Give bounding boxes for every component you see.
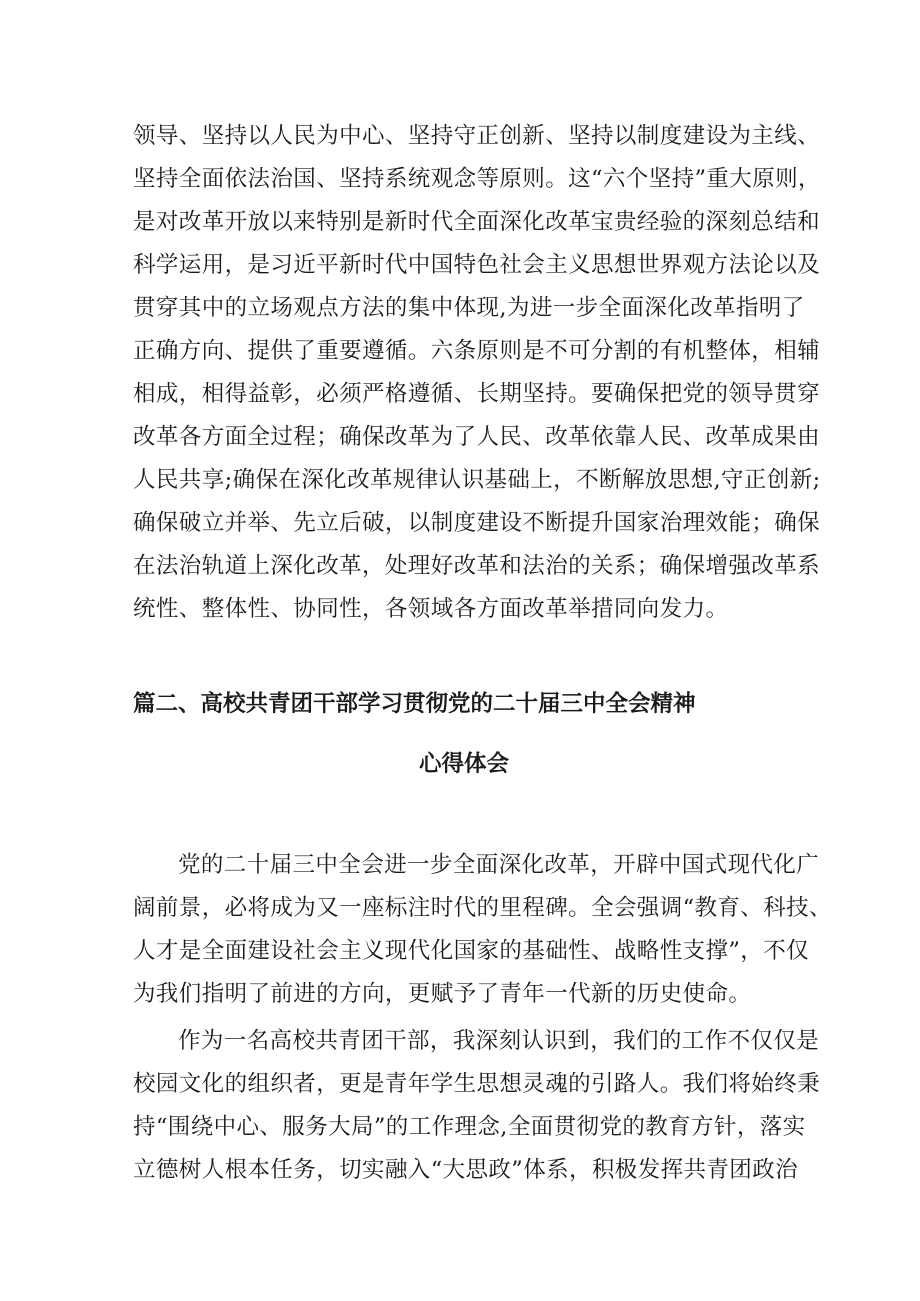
body-line: 人民共享;确保在深化改革规律认识基础上，不断解放思想,守正创新;	[133, 467, 821, 493]
body-line: 科学运用，是习近平新时代中国特色社会主义思想世界观方法论以及	[133, 252, 821, 278]
body-line: 持“围绕中心、服务大局”的工作理念,全面贯彻党的教育方针，落实	[133, 1114, 806, 1140]
body-line: 改革各方面全过程；确保改革为了人民、改革依靠人民、改革成果由	[133, 424, 821, 450]
body-line: 相成，相得益彰，必须严格遵循、长期坚持。要确保把党的领导贯穿	[133, 381, 821, 407]
section-heading: 篇二、高校共青团干部学习贯彻党的二十届三中全会精神	[133, 691, 696, 717]
section-heading-subtitle: 心得体会	[419, 751, 510, 777]
body-line: 阔前景，必将成为又一座标注时代的里程碑。全会强调“教育、科技、	[133, 895, 832, 921]
body-line: 人才是全面建设社会主义现代化国家的基础性、战略性支撑”，不仅	[133, 938, 810, 964]
body-line: 贯穿其中的立场观点方法的集中体现,为进一步全面深化改革指明了	[133, 295, 805, 321]
body-line: 确保破立并举、先立后破，以制度建设不断提升国家治理效能；确保	[133, 510, 821, 536]
body-line: 校园文化的组织者，更是青年学生思想灵魂的引路人。我们将始终秉	[133, 1071, 821, 1097]
paragraph-first-line: 作为一名高校共青团干部，我深刻认识到，我们的工作不仅仅是	[178, 1028, 820, 1054]
body-line: 正确方向、提供了重要遵循。六条原则是不可分割的有机整体，相辅	[133, 338, 821, 364]
body-line: 坚持全面依法治国、坚持系统观念等原则。这“六个坚持”重大原则，	[133, 166, 821, 192]
body-line: 在法治轨道上深化改革，处理好改革和法治的关系；确保增强改革系	[133, 553, 821, 579]
body-line: 立德树人根本任务，切实融入“大思政”体系，积极发挥共青团政治	[133, 1157, 799, 1183]
body-line: 为我们指明了前进的方向，更赋予了青年一代新的历史使命。	[133, 981, 752, 1007]
body-line: 是对改革开放以来特别是新时代全面深化改革宝贵经验的深刻总结和	[133, 209, 821, 235]
body-line: 统性、整体性、协同性，各领域各方面改革举措同向发力。	[133, 596, 729, 622]
body-line: 领导、坚持以人民为中心、坚持守正创新、坚持以制度建设为主线、	[133, 123, 821, 149]
paragraph-first-line: 党的二十届三中全会进一步全面深化改革，开辟中国式现代化广	[178, 852, 820, 878]
